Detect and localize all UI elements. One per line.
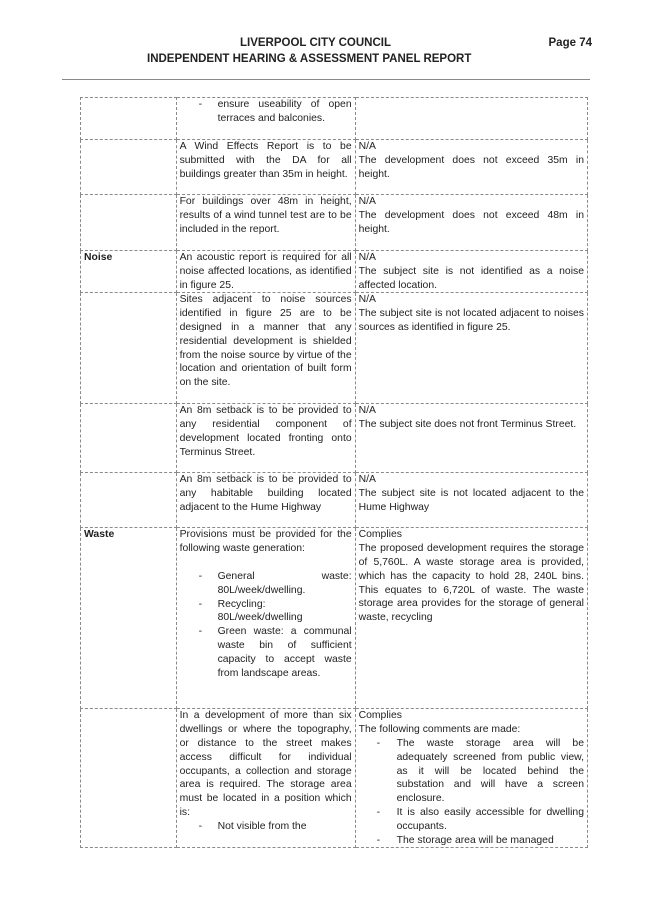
- comment-text: The development does not exceed 35m in height.: [358, 154, 584, 180]
- table-cell-category: [81, 709, 177, 848]
- table-cell-comment: [355, 251, 587, 293]
- compliance-table: [80, 97, 588, 848]
- comment-text: The following comments are made:: [358, 724, 521, 736]
- table-cell-comment: [355, 98, 587, 140]
- list-item: - It is also easily accessible for dwelling occupants.: [376, 806, 584, 832]
- table-cell-control: An 8m setback is to be provided to any residential component of development located fronting onto Terminus Street.: [176, 404, 355, 473]
- table-cell-control: An acoustic report is required for all noise affected locations, as identified in figure 25.: [176, 251, 355, 293]
- table-cell-category: [81, 140, 177, 195]
- table-row: [81, 709, 588, 848]
- status-text: Complies: [358, 710, 402, 722]
- table-cell-control: Sites adjacent to noise sources identified in figure 25 are to be designed in a manner that any residential development is shielded from the noise source by virtue of the location and orientation of built form on the site.: [176, 293, 355, 404]
- list-item: - ensure useability of open terraces and balconies.: [198, 99, 352, 124]
- comment-text: The subject site does not front Terminus Street.: [358, 419, 577, 431]
- table-row: [81, 98, 588, 140]
- table-row: [81, 528, 588, 709]
- list-item: - General waste: 80L/week/dwelling.: [198, 570, 352, 596]
- table-cell-comment: [355, 709, 587, 848]
- council-name: LIVERPOOL CITY COUNCIL: [240, 37, 392, 49]
- page-number: Page 74: [548, 37, 592, 49]
- table-cell-category: [81, 98, 177, 140]
- list-item: - Green waste: a communal waste bin of sufficient capacity to accept waste from landscape areas.: [198, 626, 352, 679]
- comment-text: The subject site is not located adjacent to the Hume Highway: [358, 488, 584, 513]
- comment-text: The development does not exceed 48m in height.: [358, 209, 584, 235]
- table-row: [81, 140, 588, 195]
- table-cell-comment: [355, 404, 587, 473]
- list-item: - The storage area will be managed: [376, 834, 554, 846]
- table-cell-category: [81, 473, 177, 528]
- table-row: [81, 293, 588, 404]
- list-item: - The waste storage area will be adequately screened from public view, as it will be located behind the substation and will have a screen enclosure.: [376, 737, 584, 805]
- table-row: [81, 473, 588, 528]
- status-text: N/A: [358, 294, 376, 306]
- table-cell-category: [81, 293, 177, 404]
- table-cell-control: A Wind Effects Report is to be submitted with the DA for all buildings greater than 35m in height.: [176, 140, 355, 195]
- table-cell-control: For buildings over 48m in height, results of a wind tunnel test are to be included in the report.: [176, 195, 355, 251]
- table-cell-category: [81, 404, 177, 473]
- table-cell-control: [176, 528, 355, 709]
- comment-text: The proposed development requires the storage of 5,760L. A waste storage area is provided, which has the capacity to hold 28, 240L bins. This equates to 6,720L of waste. The waste storage area provides for the storage of general waste, recycling: [358, 543, 584, 624]
- table-row: [81, 195, 588, 251]
- header-divider: [62, 79, 590, 80]
- report-title: INDEPENDENT HEARING & ASSESSMENT PANEL REPORT: [147, 53, 472, 65]
- table-cell-comment: [355, 140, 587, 195]
- table-cell-control: [176, 98, 355, 140]
- status-text: N/A: [358, 196, 376, 207]
- table-cell-comment: [355, 195, 587, 251]
- comment-text: The subject site is not located adjacent to noises sources as identified in figure 25.: [358, 308, 584, 333]
- table-cell-category: Noise: [81, 251, 177, 293]
- list-item: - Not visible from the: [198, 820, 307, 832]
- list-item: - Recycling: 80L/week/dwelling: [198, 598, 303, 624]
- table-cell-category: Waste: [81, 528, 177, 709]
- table-cell-comment: [355, 528, 587, 709]
- table-cell-comment: [355, 293, 587, 404]
- table-row: [81, 404, 588, 473]
- status-text: N/A: [358, 474, 376, 486]
- status-text: Complies: [358, 529, 402, 541]
- control-text: In a development of more than six dwellings or where the topography, or distance to the street makes access difficult for individual occupants, a collection and storage area is required. The storage area must be located in a position which is:: [179, 710, 352, 818]
- status-text: N/A: [358, 405, 376, 417]
- control-text: Provisions must be provided for the following waste generation:: [179, 529, 352, 555]
- table-row: [81, 251, 588, 293]
- status-text: N/A: [358, 252, 376, 263]
- comment-text: The subject site is not identified as a noise affected location.: [358, 265, 584, 291]
- table-cell-control: An 8m setback is to be provided to any habitable building located adjacent to the Hume Highway: [176, 473, 355, 528]
- table-cell-category: [81, 195, 177, 251]
- table-cell-control: [176, 709, 355, 848]
- status-text: N/A: [358, 141, 376, 152]
- table-cell-comment: [355, 473, 587, 528]
